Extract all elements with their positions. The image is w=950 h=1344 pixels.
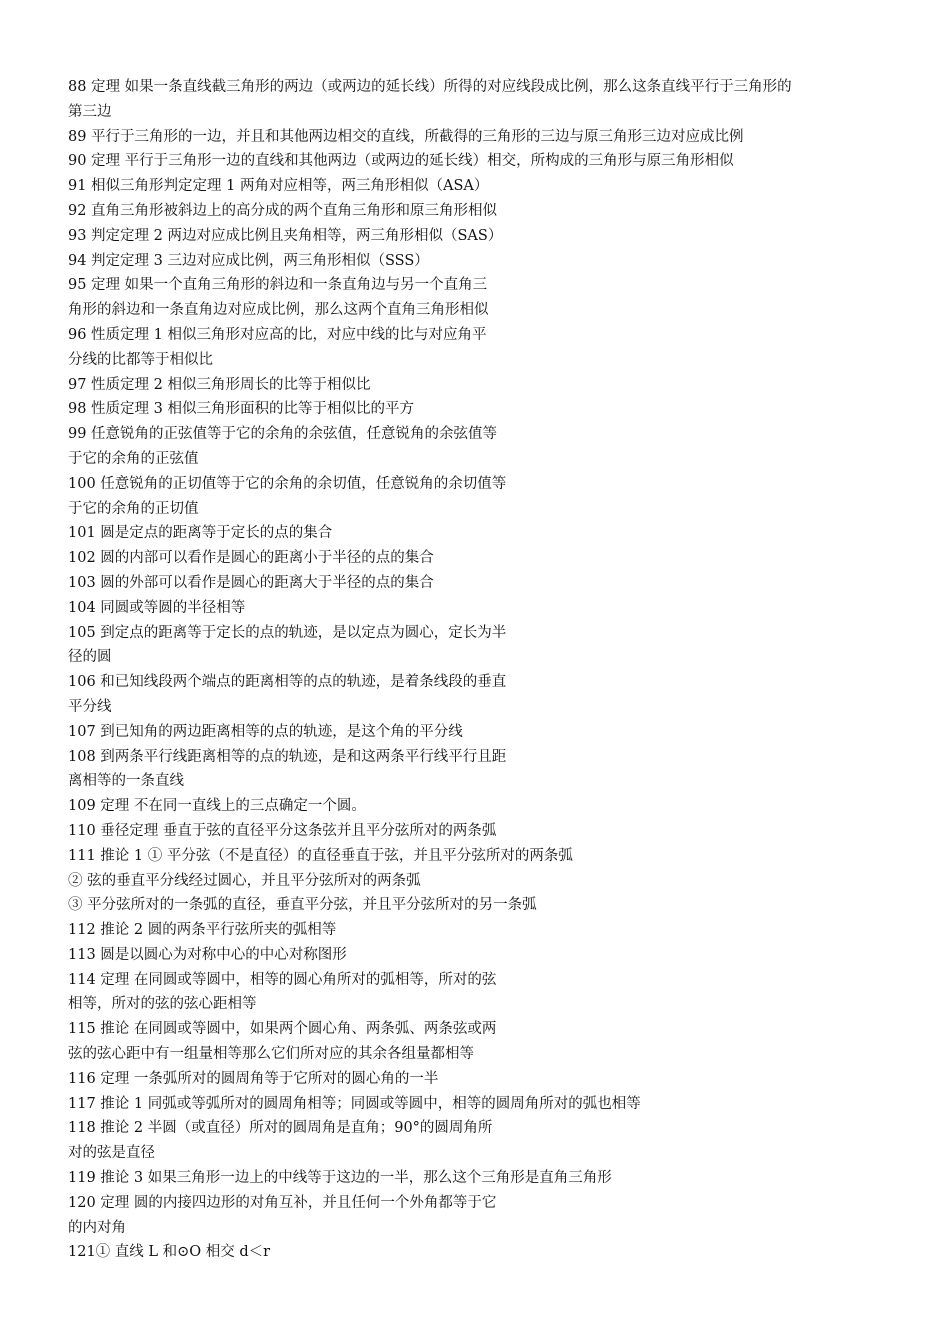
text-line: 90 定理 平行于三角形一边的直线和其他两边（或两边的延长线）相交，所构成的三角形与原三角形相似 (68, 153, 734, 170)
text-line: 平分线 (68, 698, 112, 715)
text-line: 于它的余角的正弦值 (68, 450, 199, 467)
text-line: 93 判定定理 2 两边对应成比例且夹角相等，两三角形相似（SAS） (68, 227, 503, 244)
text-line: 相等，所对的弦的弦心距相等 (68, 996, 257, 1013)
text-line: 113 圆是以圆心为对称中心的中心对称图形 (68, 946, 347, 963)
text-line: 99 任意锐角的正弦值等于它的余角的余弦值，任意锐角的余弦值等 (68, 426, 498, 443)
text-line: 117 推论 1 同弧或等弧所对的圆周角相等；同圆或等圆中，相等的圆周角所对的弧也相等 (68, 1095, 641, 1112)
text-line: 98 性质定理 3 相似三角形面积的比等于相似比的平方 (68, 401, 415, 418)
text-line: 109 定理 不在同一直线上的三点确定一个圆。 (68, 798, 366, 815)
text-line: 121① 直线 L 和⊙O 相交 d＜r (68, 1244, 271, 1261)
text-line: 离相等的一条直线 (68, 773, 184, 790)
text-line: 120 定理 圆的内接四边形的对角互补，并且任何一个外角都等于它 (68, 1194, 497, 1211)
text-line: 弦的弦心距中有一组量相等那么它们所对应的其余各组量都相等 (68, 1046, 474, 1063)
document-body (68, 75, 898, 1265)
text-line: 103 圆的外部可以看作是圆心的距离大于半径的点的集合 (68, 574, 434, 591)
text-line: 105 到定点的距离等于定长的点的轨迹，是以定点为圆心，定长为半 (68, 624, 507, 641)
text-line: 104 同圆或等圆的半径相等 (68, 599, 246, 616)
text-line: 106 和已知线段两个端点的距离相等的点的轨迹，是着条线段的垂直 (68, 674, 507, 691)
text-line: 角形的斜边和一条直角边对应成比例，那么这两个直角三角形相似 (68, 302, 489, 319)
text-line: 第三边 (68, 103, 112, 120)
text-line: 116 定理 一条弧所对的圆周角等于它所对的圆心角的一半 (68, 1070, 439, 1087)
text-line: 101 圆是定点的距离等于定长的点的集合 (68, 525, 333, 542)
text-line: 径的圆 (68, 649, 112, 666)
text-line: 107 到已知角的两边距离相等的点的轨迹，是这个角的平分线 (68, 723, 463, 740)
text-line: 94 判定定理 3 三边对应成比例，两三角形相似（SSS） (68, 252, 429, 269)
text-line: 100 任意锐角的正切值等于它的余角的余切值，任意锐角的余切值等 (68, 475, 507, 492)
text-line: 102 圆的内部可以看作是圆心的距离小于半径的点的集合 (68, 550, 434, 567)
text-line: 114 定理 在同圆或等圆中，相等的圆心角所对的弧相等，所对的弦 (68, 971, 497, 988)
text-line: 91 相似三角形判定定理 1 两角对应相等，两三角形相似（ASA） (68, 178, 489, 195)
text-line: 96 性质定理 1 相似三角形对应高的比，对应中线的比与对应角平 (68, 326, 487, 343)
text-line: ② 弦的垂直平分线经过圆心，并且平分弦所对的两条弧 (68, 872, 421, 889)
text-line: 110 垂径定理 垂直于弦的直径平分这条弦并且平分弦所对的两条弧 (68, 822, 497, 839)
text-line: 97 性质定理 2 相似三角形周长的比等于相似比 (68, 376, 371, 393)
text-line: 88 定理 如果一条直线截三角形的两边（或两边的延长线）所得的对应线段成比例，那么这条直线平行于三角形的 (68, 79, 792, 95)
text-line: 于它的余角的正切值 (68, 500, 199, 517)
text-line: 89 平行于三角形的一边，并且和其他两边相交的直线，所截得的三角形的三边与原三角形三边对应成比例 (68, 128, 744, 145)
text-line: 118 推论 2 半圆（或直径）所对的圆周角是直角；90°的圆周角所 (68, 1120, 493, 1137)
text-line: 108 到两条平行线距离相等的点的轨迹，是和这两条平行线平行且距 (68, 748, 507, 765)
text-line: 92 直角三角形被斜边上的高分成的两个直角三角形和原三角形相似 (68, 202, 498, 219)
text-line: 对的弦是直径 (68, 1145, 155, 1162)
text-line: 111 推论 1 ① 平分弦（不是直径）的直径垂直于弦，并且平分弦所对的两条弧 (68, 847, 573, 864)
text-line: 的内对角 (68, 1219, 126, 1236)
text-line: ③ 平分弦所对的一条弧的直径，垂直平分弦，并且平分弦所对的另一条弧 (68, 897, 537, 914)
text-line: 112 推论 2 圆的两条平行弦所夹的弧相等 (68, 922, 337, 939)
text-line: 95 定理 如果一个直角三角形的斜边和一条直角边与另一个直角三 (68, 277, 488, 294)
text-line: 119 推论 3 如果三角形一边上的中线等于这边的一半，那么这个三角形是直角三角形 (68, 1170, 612, 1187)
text-line: 分线的比都等于相似比 (68, 351, 213, 368)
text-line: 115 推论 在同圆或等圆中，如果两个圆心角、两条弧、两条弦或两 (68, 1021, 497, 1038)
